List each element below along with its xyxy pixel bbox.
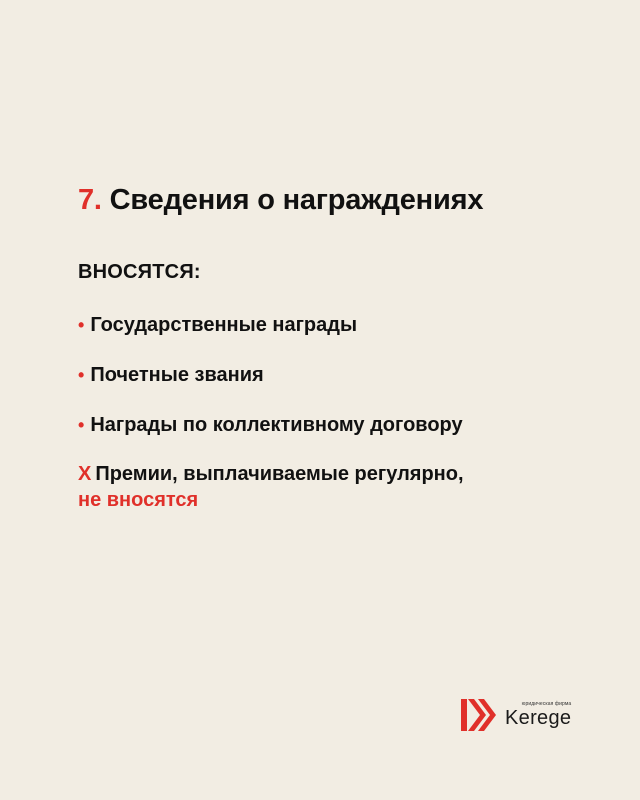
list-item bbox=[78, 363, 598, 387]
section-heading bbox=[78, 182, 598, 218]
list-item-text: Награды по коллективному договору bbox=[90, 414, 463, 436]
list-item bbox=[78, 413, 598, 437]
logo-text bbox=[505, 701, 571, 729]
section-title: Сведения о награждениях bbox=[109, 184, 484, 216]
cross-icon: X bbox=[78, 463, 92, 485]
kerege-chevron-logo-icon bbox=[461, 699, 497, 731]
slide-content bbox=[78, 182, 598, 513]
bullet-icon: • bbox=[78, 315, 85, 335]
intro-label: ВНОСЯТСЯ: bbox=[78, 261, 201, 283]
included-items-list bbox=[78, 313, 598, 437]
list-item-text: Почетные звания bbox=[90, 364, 264, 386]
exclusion-highlight: не вносятся bbox=[78, 489, 199, 511]
bullet-icon: • bbox=[78, 365, 85, 385]
logo-subtitle: юридическая фирма bbox=[521, 701, 572, 707]
logo-name: Kerege bbox=[505, 707, 572, 729]
brand-logo bbox=[461, 698, 571, 732]
exclusion-text: Премии, выплачиваемые регулярно, bbox=[95, 463, 464, 485]
list-item bbox=[78, 313, 598, 337]
exclusion-note bbox=[78, 461, 598, 513]
list-item-text: Государственные награды bbox=[90, 314, 358, 336]
section-number: 7. bbox=[78, 184, 102, 216]
bullet-icon: • bbox=[78, 415, 85, 435]
